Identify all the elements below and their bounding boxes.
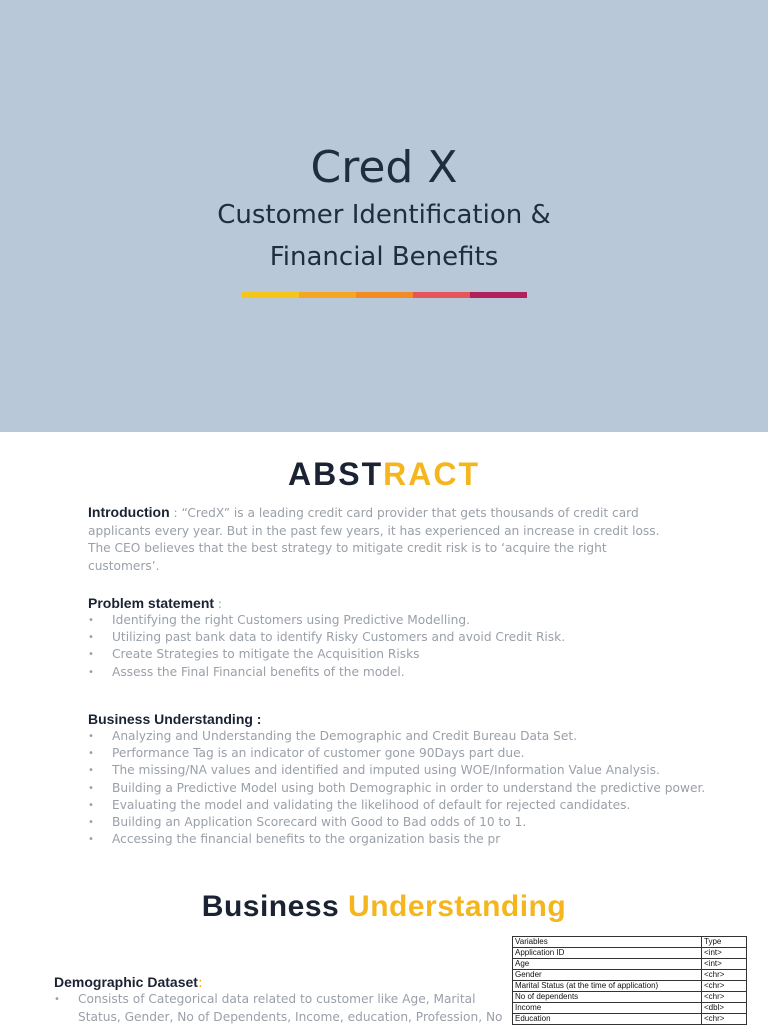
color-bar-segment [299, 292, 356, 298]
list-item: • Performance Tag is an indicator of customer gone 90Days part due. [88, 745, 728, 762]
color-bar-segment [413, 292, 470, 298]
demographic-section [54, 972, 504, 1026]
table-row [513, 1014, 747, 1025]
table-row [513, 992, 747, 1003]
problem-statement-section [88, 593, 728, 681]
table-cell: <chr> [702, 1014, 747, 1025]
color-bar-segment [470, 292, 527, 298]
table-cell: Application ID [513, 948, 702, 959]
list-item: • The missing/NA values and identified and imputed using WOE/Information Value Analysis. [88, 762, 728, 779]
introduction-label: Introduction [88, 504, 170, 520]
cover-subtitle-line1: Customer Identification & [217, 200, 551, 230]
business-understanding-list [88, 728, 728, 848]
introduction-paragraph [88, 504, 668, 575]
cover-slide [0, 0, 768, 432]
table-cell: <chr> [702, 970, 747, 981]
variables-table [512, 936, 747, 1025]
color-bar [242, 292, 527, 298]
list-item: • Create Strategies to mitigate the Acquisition Risks [88, 646, 728, 663]
table-row [513, 948, 747, 959]
table-cell: Marital Status (at the time of application) [513, 981, 702, 992]
demographic-separator: : [197, 975, 203, 991]
table-cell: Education [513, 1014, 702, 1025]
table-row [513, 959, 747, 970]
list-item: • Utilizing past bank data to identify Risky Customers and avoid Credit Risk. [88, 629, 728, 646]
list-item: • Evaluating the model and validating the likelihood of default for rejected candidates. [88, 797, 728, 814]
cover-title: Cred X [310, 142, 458, 193]
introduction-text: “CredX” is a leading credit card provider that gets thousands of credit card applicants every year. But in the past few years, it has experienced an increase in credit loss. The CEO believes that the best strategy to mitigate credit risk is to ‘acquire the right customers’. [88, 506, 660, 573]
problem-statement-list [88, 612, 728, 681]
cover-subtitle-line2: Financial Benefits [269, 242, 499, 272]
list-item: • Assess the Final Financial benefits of the model. [88, 664, 728, 681]
table-cell: <int> [702, 959, 747, 970]
table-cell: Age [513, 959, 702, 970]
table-cell: <chr> [702, 992, 747, 1003]
demographic-label: Demographic Dataset [54, 974, 198, 990]
table-cell: <chr> [702, 981, 747, 992]
abstract-heading-part2: RACT [383, 456, 480, 492]
table-cell: Income [513, 1003, 702, 1014]
abstract-heading [0, 456, 768, 493]
color-bar-segment [356, 292, 413, 298]
list-item: • Identifying the right Customers using Predictive Modelling. [88, 612, 728, 629]
table-row [513, 981, 747, 992]
list-item: • Consists of Categorical data related to customer like Age, Marital Status, Gender, No of Dependents, Income, education, Profession, No [54, 991, 504, 1026]
business-understanding-label: Business Understanding : [88, 711, 262, 727]
list-item: • Analyzing and Understanding the Demographic and Credit Bureau Data Set. [88, 728, 728, 745]
table-row [513, 1003, 747, 1014]
introduction-separator: : [169, 506, 182, 520]
demographic-list [54, 991, 504, 1026]
table-cell: Gender [513, 970, 702, 981]
abstract-heading-part1: ABST [288, 456, 384, 492]
business-heading-part2: Understanding [348, 890, 567, 923]
table-header: Type [702, 937, 747, 948]
business-heading-part1: Business [201, 890, 349, 923]
table-header-row [513, 937, 747, 948]
business-understanding-section [88, 709, 728, 848]
problem-statement-separator: : [214, 597, 222, 611]
table-cell: No of dependents [513, 992, 702, 1003]
table-row [513, 970, 747, 981]
table-cell: <int> [702, 948, 747, 959]
problem-statement-label: Problem statement [88, 595, 215, 611]
business-understanding-heading [0, 890, 768, 924]
table-header: Variables [513, 937, 702, 948]
list-item: • Accessing the financial benefits to the organization basis the pr [88, 831, 728, 848]
list-item: • Building a Predictive Model using both Demographic in order to understand the predictive power. [88, 780, 728, 797]
list-item: • Building an Application Scorecard with Good to Bad odds of 10 to 1. [88, 814, 728, 831]
color-bar-segment [242, 292, 299, 298]
table-cell: <dbl> [702, 1003, 747, 1014]
